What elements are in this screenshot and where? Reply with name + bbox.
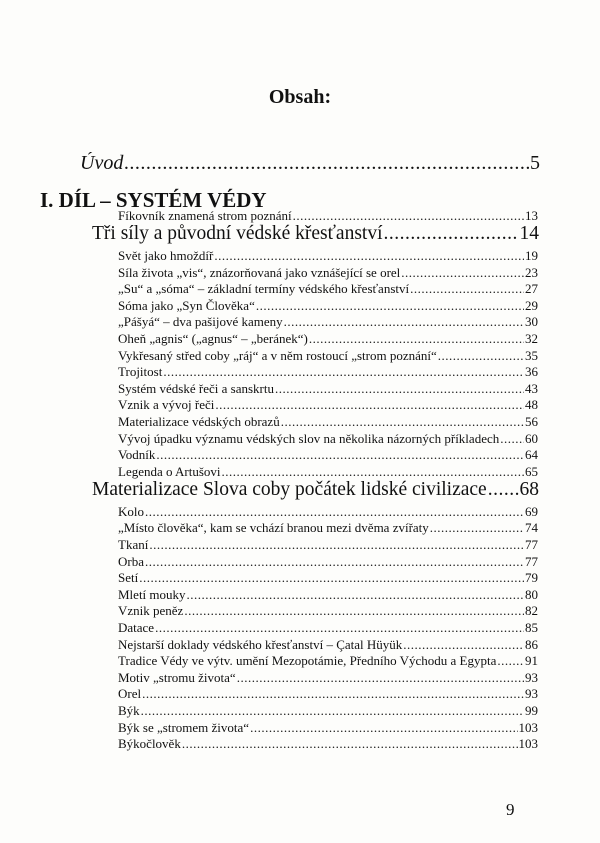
toc-entry-intro: [80, 152, 540, 175]
toc-entry: [118, 736, 538, 752]
toc-entry: [118, 587, 538, 603]
dot-leader: [214, 248, 524, 264]
toc-entry-page: 93: [525, 669, 538, 685]
toc-entry: [118, 298, 538, 314]
toc-entry: [118, 265, 538, 281]
toc-entry-label: Legenda o Artušovi: [118, 463, 221, 479]
dot-leader: [142, 686, 524, 702]
toc-entry-label: Vývoj úpadku významu védských slov na několika názorných příkladech: [118, 430, 500, 446]
toc-entry: [118, 281, 538, 297]
toc-entry: [118, 364, 538, 380]
toc-entry: [118, 703, 538, 719]
toc-entry-page: 23: [525, 264, 538, 280]
toc-entry-label: Býkočlověk: [118, 736, 181, 752]
dot-leader: [309, 331, 524, 347]
page-number: 9: [506, 800, 515, 819]
dot-leader: [215, 397, 524, 413]
toc-entry-page: 60: [525, 430, 538, 446]
dot-leader: [401, 265, 524, 281]
dot-leader: [497, 653, 524, 669]
dot-leader: [156, 447, 524, 463]
toc-entry-page: 30: [525, 314, 538, 330]
toc-entry-label: Nejstarší doklady védského křesťanství – Çatal Hüyük: [118, 636, 403, 652]
dot-leader: [275, 381, 524, 397]
toc-entry-page: 19: [525, 248, 538, 263]
page-title: Obsah:: [268, 86, 332, 108]
dot-leader: [184, 603, 524, 619]
toc-entry-page: 79: [525, 570, 538, 586]
toc-entry: [118, 504, 538, 520]
toc-entry: [118, 637, 538, 653]
toc-entry: [118, 348, 538, 364]
dot-leader: [149, 537, 524, 553]
toc-entry-label: Býk se „stromem života“: [118, 719, 250, 735]
toc-entry: [118, 314, 538, 330]
toc-entry-label: Svět jako hmoždíř: [118, 248, 214, 263]
dot-leader: [182, 736, 518, 752]
toc-entry-label: „Su“ a „sóma“ – základní termíny védského křesťanství: [118, 281, 410, 297]
dot-leader: [187, 587, 524, 603]
toc-entry: [118, 537, 538, 553]
toc-entry-page: 43: [525, 380, 538, 396]
toc-entry-label: Orba: [118, 553, 144, 569]
toc-entry-label: Fíkovník znamená strom poznání: [118, 208, 292, 223]
toc-entry: [118, 603, 538, 619]
dot-leader: [139, 570, 524, 586]
toc-entry: [118, 447, 538, 463]
toc-entry-page: 27: [525, 281, 538, 297]
toc-entry-page: 69: [525, 503, 538, 519]
part-heading: I. DÍL – SYSTÉM VÉDY: [40, 188, 267, 212]
dot-leader: [155, 620, 524, 636]
dot-leader: [256, 298, 524, 314]
toc-entry-page: 56: [525, 414, 538, 429]
toc-chapter: [92, 479, 539, 501]
toc-entry-page: 103: [518, 736, 538, 752]
dot-leader: [293, 208, 524, 224]
toc-entry-page: 103: [518, 719, 538, 735]
dot-leader: [124, 152, 529, 175]
toc-entry-page: 13: [525, 208, 538, 223]
dot-leader: [403, 637, 524, 653]
toc-entry-label: Systém védské řeči a sanskrtu: [118, 380, 274, 396]
toc-entry-page: 77: [525, 537, 538, 552]
toc-entry-page: 48: [525, 397, 538, 413]
toc-entry-page: 65: [525, 463, 538, 479]
dot-leader: [145, 554, 524, 570]
toc-entry-label: Býk: [118, 703, 140, 718]
toc-entry-label: Úvod: [80, 152, 124, 174]
toc-entry: [118, 208, 538, 224]
toc-entry-page: 77: [525, 553, 538, 569]
toc-entry-page: 99: [525, 703, 538, 718]
toc-entry-label: Materializace Slova coby počátek lidské civilizace: [92, 478, 487, 500]
toc-entry-page: 5: [530, 152, 540, 174]
toc-entry: [118, 686, 538, 702]
toc-entry-label: Oheň „agnis“ („agnus“ – „beránek“): [118, 331, 308, 346]
toc-entry: [118, 397, 538, 413]
toc-entry: [118, 520, 538, 536]
toc-entry-label: „Pášyá“ – dva pašijové kameny: [118, 314, 283, 330]
toc-entry-label: Motiv „stromu života“: [118, 669, 236, 685]
toc-entry-label: Kolo: [118, 503, 144, 519]
toc-entry-page: 82: [525, 603, 538, 619]
dot-leader: [410, 281, 524, 297]
toc-entry-label: Vznik a vývoj řeči: [118, 397, 215, 413]
toc-entry-label: Tkaní: [118, 537, 149, 552]
toc-entry-label: Materializace védských obrazů: [118, 414, 280, 429]
toc-entry-page: 93: [525, 686, 538, 702]
toc-entry: [118, 554, 538, 570]
toc-entry-page: 80: [525, 586, 538, 602]
toc-entry-label: Datace: [118, 620, 155, 635]
toc-entry: [118, 464, 538, 480]
toc-entry-label: Mletí mouky: [118, 586, 186, 602]
toc-chapter: [92, 223, 539, 245]
toc-entry-label: Setí: [118, 570, 139, 586]
toc-entry: [118, 720, 538, 736]
dot-leader: [284, 314, 524, 330]
toc-entry-label: Tři síly a původní védské křesťanství: [92, 223, 383, 244]
toc-entry-page: 85: [525, 620, 538, 635]
toc-entry-label: „Místo člověka“, kam se vchází branou mezi dvěma zvířaty: [118, 520, 429, 536]
toc-entry-label: Vodník: [118, 447, 156, 463]
dot-leader: [384, 223, 519, 245]
toc-entry-label: Síla života „vis“, znázorňovaná jako vznášející se orel: [118, 264, 401, 280]
toc-entry-page: 14: [519, 223, 539, 244]
toc-entry-page: 29: [525, 297, 538, 313]
toc-entry-page: 32: [525, 331, 538, 346]
dot-leader: [500, 431, 524, 447]
toc-entry-label: Vykřesaný střed coby „ráj“ a v něm rostoucí „strom poznání“: [118, 347, 437, 363]
toc-entry: [118, 248, 538, 264]
toc-entry: [118, 414, 538, 430]
toc-entry-label: Vznik peněz: [118, 603, 184, 619]
toc-entry: [118, 431, 538, 447]
toc-entry-page: 36: [525, 364, 538, 380]
toc-entry-page: 86: [525, 636, 538, 652]
dot-leader: [141, 703, 524, 719]
dot-leader: [145, 504, 524, 520]
toc-entry-label: Tradice Védy ve výtv. umění Mezopotámie, Předního Východu a Egypta: [118, 653, 497, 669]
toc-entry-page: 91: [525, 653, 538, 669]
dot-leader: [438, 348, 524, 364]
toc-entry-page: 68: [519, 478, 539, 500]
dot-leader: [281, 414, 524, 430]
dot-leader: [250, 720, 517, 736]
toc-entry: [118, 620, 538, 636]
toc-entry: [118, 670, 538, 686]
dot-leader: [237, 670, 524, 686]
dot-leader: [488, 479, 519, 501]
toc-entry: [118, 331, 538, 347]
toc-entry: [118, 570, 538, 586]
toc-entry-label: Trojitost: [118, 364, 163, 380]
toc-entry-label: Sóma jako „Syn Člověka“: [118, 297, 255, 313]
toc-entry-page: 74: [525, 520, 538, 536]
toc-entry: [118, 653, 538, 669]
toc-entry-page: 35: [525, 347, 538, 363]
dot-leader: [430, 520, 524, 536]
toc-entry: [118, 381, 538, 397]
toc-entry-label: Orel: [118, 686, 142, 702]
dot-leader: [163, 364, 524, 380]
toc-entry-page: 64: [525, 447, 538, 463]
dot-leader: [222, 464, 524, 480]
